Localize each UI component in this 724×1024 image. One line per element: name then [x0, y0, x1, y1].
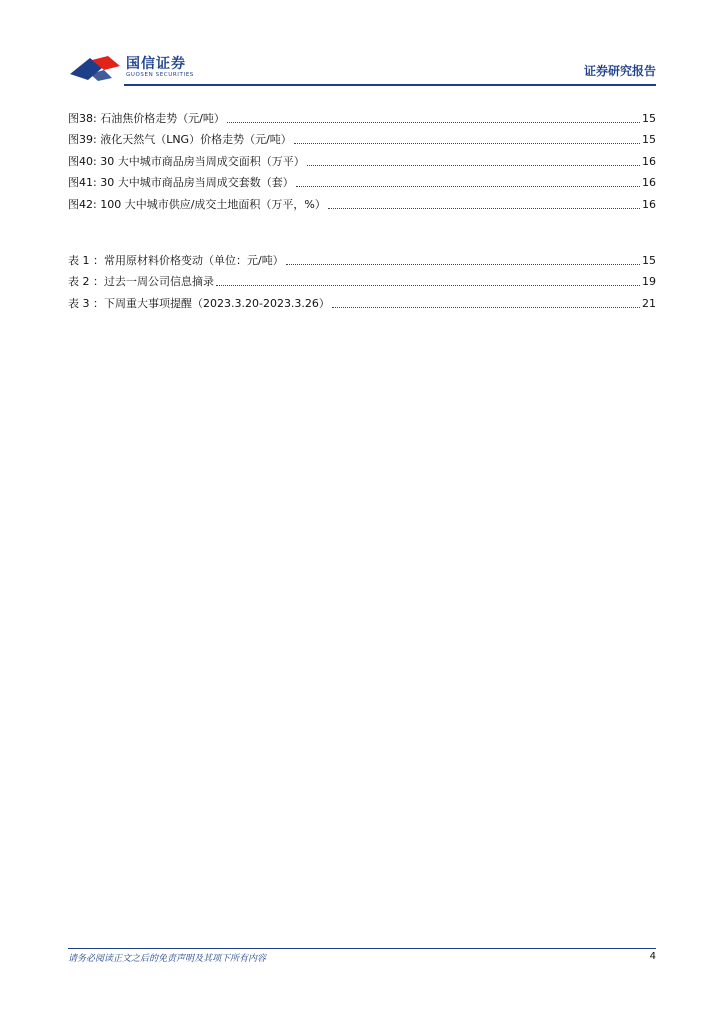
- page-header: [68, 50, 656, 86]
- toc-entry-label: 图41: 30 大中城市商品房当周成交套数（套）: [68, 176, 294, 189]
- toc-entry-label: 表 1 ：常用原材料价格变动（单位：元/吨）: [68, 253, 284, 267]
- toc-page-number: 15: [642, 111, 656, 125]
- toc-dot-leader: [216, 285, 640, 286]
- toc-row-table3[interactable]: [68, 289, 656, 311]
- toc-row-table1[interactable]: [68, 246, 656, 268]
- toc-row-fig39[interactable]: [68, 126, 656, 148]
- guosen-logo: [68, 52, 208, 84]
- page-number: 4: [649, 951, 656, 962]
- toc-dot-leader: [296, 186, 640, 187]
- toc-page-number: 19: [642, 275, 656, 288]
- table-index: [68, 246, 656, 311]
- toc-page-number: 16: [642, 176, 656, 189]
- toc-page-number: 16: [642, 154, 656, 168]
- toc-entry-label: 图39: 液化天然气（LNG）价格走势（元/吨）: [68, 133, 292, 146]
- toc-page-number: 21: [642, 296, 656, 310]
- logo-text-en: GUOSEN SECURITIES: [126, 72, 194, 78]
- toc-row-fig38[interactable]: [68, 104, 656, 126]
- toc-page-number: 16: [642, 197, 656, 211]
- figure-index: [68, 104, 656, 212]
- logo-text-cn: 国信证券: [126, 56, 186, 72]
- header-divider: [124, 84, 656, 86]
- toc-entry-label: 表 2 ：过去一周公司信息摘录: [68, 275, 214, 288]
- toc-dot-leader: [227, 122, 640, 123]
- toc-page-number: 15: [642, 133, 656, 146]
- toc-entry-label: 图42: 100 大中城市供应/成交土地面积（万平，%）: [68, 197, 326, 211]
- toc-row-fig40[interactable]: [68, 147, 656, 169]
- toc-row-table2[interactable]: [68, 268, 656, 290]
- toc-entry-label: 图40: 30 大中城市商品房当周成交面积（万平）: [68, 154, 305, 168]
- toc-dot-leader: [307, 165, 640, 166]
- report-type-label: 证券研究报告: [583, 64, 656, 78]
- toc-dot-leader: [332, 307, 640, 308]
- toc-page-number: 15: [642, 253, 656, 267]
- footer-divider: [68, 948, 656, 949]
- toc-entry-label: 表 3 ：下周重大事项提醒（2023.3.20-2023.3.26）: [68, 296, 330, 310]
- toc-row-fig42[interactable]: [68, 190, 656, 212]
- toc-dot-leader: [328, 208, 640, 209]
- toc-dot-leader: [294, 143, 640, 144]
- toc-row-fig41[interactable]: [68, 169, 656, 191]
- toc-dot-leader: [286, 264, 640, 265]
- footer-disclaimer: 请务必阅读正文之后的免责声明及其项下所有内容: [68, 954, 267, 964]
- guosen-logo-icon: [68, 54, 122, 82]
- toc-entry-label: 图38: 石油焦价格走势（元/吨）: [68, 111, 225, 125]
